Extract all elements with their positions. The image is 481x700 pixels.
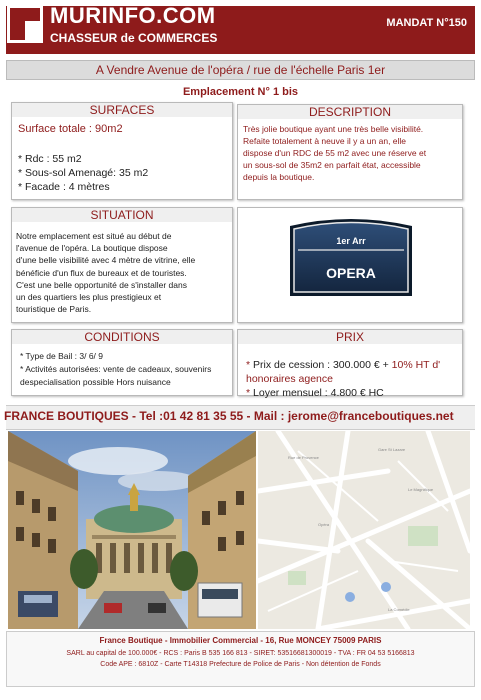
conditions-line: * Activités autorisées: vente de cadeaux, souvenirs [20, 364, 212, 374]
conditions-title: CONDITIONS [12, 330, 232, 344]
opera-street-photo [8, 431, 256, 629]
prix-title: PRIX [238, 330, 462, 344]
situation-line: Notre emplacement est situé au début de [16, 231, 172, 241]
svg-text:La Comédie: La Comédie [388, 607, 410, 612]
conditions-box [11, 329, 233, 396]
description-title: DESCRIPTION [238, 105, 462, 119]
situation-line: bénéficie d'un flux de bureaux et de touristes. [16, 267, 187, 278]
prix-cession: Prix de cession : 300.000 € + [253, 359, 389, 371]
situation-title: SITUATION [12, 208, 232, 222]
footer-legal-2: Code APE : 6810Z - Carte T14318 Prefecture de Police de Paris - Non détention de Fonds [100, 661, 381, 668]
description-line: un sous-sol de 35m2 en parfait état, accessible [243, 160, 421, 170]
conditions-line: despecialisation possible Hors nuisance [20, 377, 171, 387]
situation-line: d'une belle visibilité avec 4 mètre de vitrine, elle [16, 255, 196, 266]
svg-text:Rue de Provence: Rue de Provence [288, 455, 319, 460]
surface-item: * Facade : 4 mètres [18, 181, 110, 193]
surface-item: * Rdc : 55 m2 [18, 153, 82, 165]
footer-address: France Boutique - Immobilier Commercial - 16, Rue MONCEY 75009 PARIS [99, 636, 382, 645]
listing-title: A Vendre Avenue de l'opéra / rue de l'échelle Paris 1er [6, 60, 475, 80]
sign-street-name: OPERA [326, 265, 376, 281]
contact-info: FRANCE BOUTIQUES - Tel :01 42 81 35 55 - Mail : jerome@franceboutiques.net [4, 409, 454, 423]
surfaces-box [11, 102, 233, 200]
prix-honoraires-agence: honoraires agence [246, 373, 333, 385]
loyer-mensuel: Loyer mensuel : 4.800 € HC [253, 387, 384, 399]
description-box [237, 104, 463, 200]
surfaces-title: SURFACES [12, 103, 232, 117]
prix-box [237, 329, 463, 399]
description-line: Refaite totalement à neuve il y a un an, elle [243, 136, 407, 146]
situation-line: un des quartiers les plus prestigieux et [16, 292, 162, 303]
conditions-line: * Type de Bail : 3/ 6/ 9 [20, 351, 104, 361]
mandat-number: MANDAT N°150 [386, 17, 467, 29]
sign-arrondissement: 1er Arr [336, 236, 366, 246]
situation-line: l'avenue de l'opéra. La boutique dispose [16, 243, 168, 254]
svg-text:Le Magnifique: Le Magnifique [408, 487, 434, 492]
location-map [258, 431, 470, 629]
description-line: dispose d'un RDC de 55 m2 avec une réserve et [243, 148, 427, 158]
prix-honoraires: 10% HT d' [391, 359, 441, 371]
surface-item: * Sous-sol Amenagé: 35 m2 [18, 167, 149, 179]
prix-text: * Prix de cession : 300.000 € + 10% HT d' honoraires agence * Loyer mensuel : 4.800 € HC [246, 359, 441, 399]
svg-text:Gare St Lazare: Gare St Lazare [378, 447, 406, 452]
logo-icon [7, 5, 43, 43]
footer-legal: SARL au capital de 100.000€ - RCS : Paris B 535 166 813 - SIRET: 53516681300019 - TVA : FR 04 53 5166813 [66, 650, 415, 657]
situation-line: touristique de Paris. [16, 304, 92, 315]
brand-name: MURINFO.COM [50, 3, 216, 28]
situation-box [11, 207, 233, 323]
svg-text:Opéra: Opéra [318, 522, 330, 527]
description-text [243, 123, 426, 183]
brand-tagline: CHASSEUR de COMMERCES [50, 31, 218, 45]
description-line: depuis la boutique. [243, 172, 315, 182]
street-sign-box [237, 207, 463, 323]
street-sign-icon [238, 208, 464, 324]
situation-text [16, 230, 195, 315]
situation-line: C'est une belle opportunité de s'installer dans [16, 279, 187, 290]
emplacement-label: Emplacement N° 1 bis [182, 86, 299, 98]
conditions-text [20, 350, 211, 389]
surfaces-list [18, 152, 148, 194]
surface-total: Surface totale : 90m2 [18, 123, 123, 135]
description-line: Très jolie boutique ayant une très belle visibilité. [243, 124, 424, 134]
